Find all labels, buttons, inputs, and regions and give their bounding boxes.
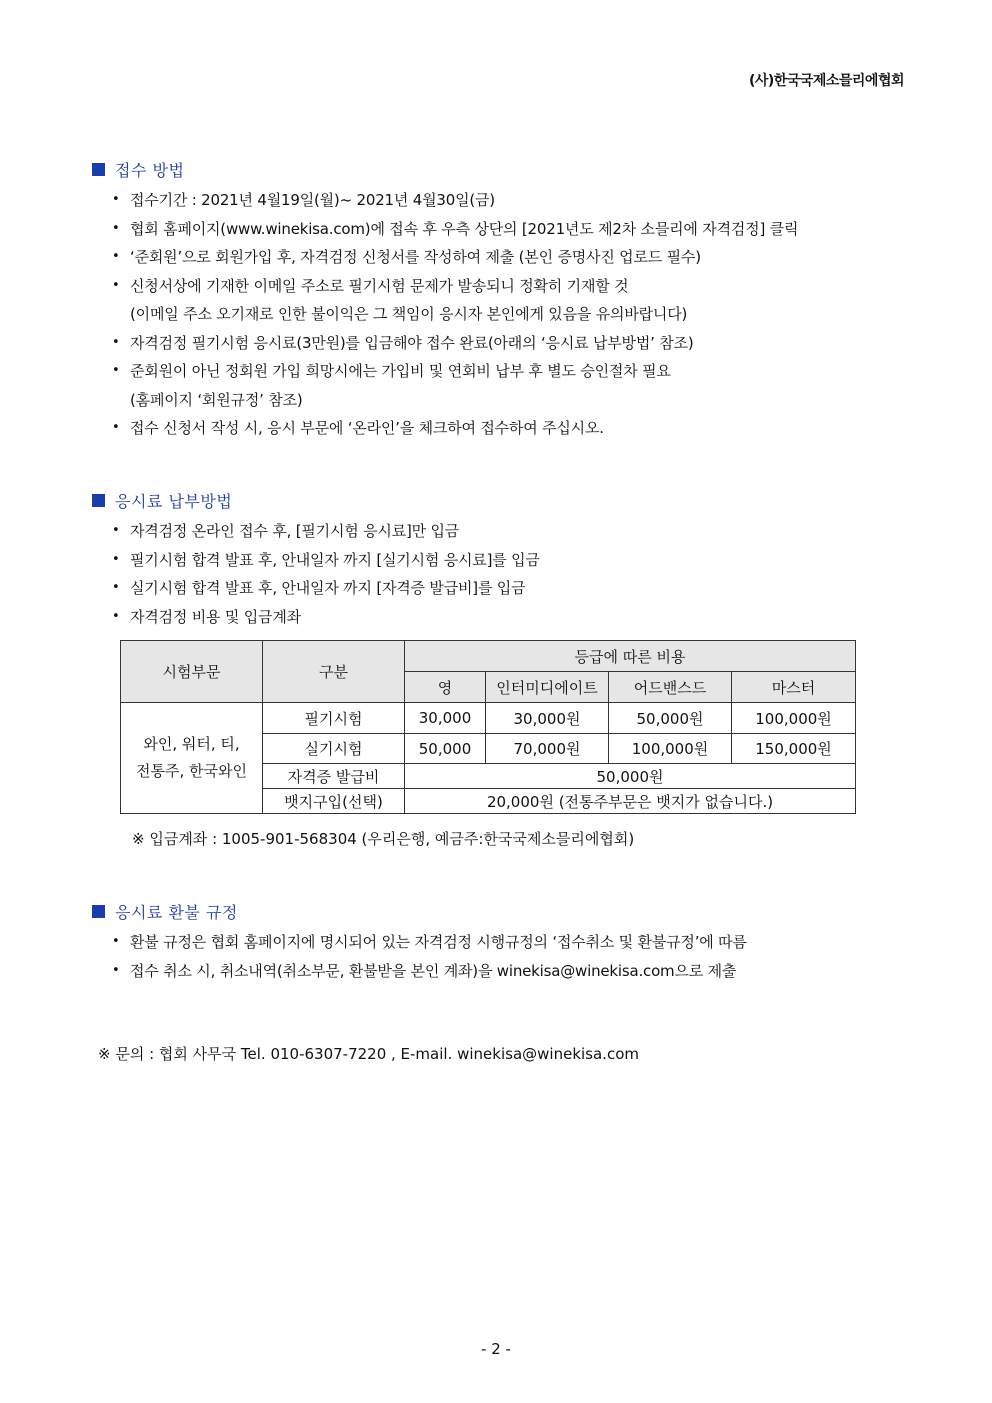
section-refund	[92, 900, 892, 985]
row-label-written: 필기시험	[263, 703, 405, 734]
grade-master: 마스터	[732, 672, 856, 703]
list-item-text: 자격검정 비용 및 입금계좌	[130, 607, 301, 626]
list-item	[92, 329, 892, 358]
bullet-dot-icon: •	[112, 523, 120, 538]
list-item	[92, 357, 892, 414]
list-item	[92, 603, 892, 632]
exam-category-line1: 와인, 워터, 티,	[143, 735, 240, 753]
section-title-text: 접수 방법	[115, 160, 185, 180]
bullet-dot-icon: •	[112, 220, 120, 236]
header-grade-cost: 등급에 따른 비용	[405, 641, 856, 672]
list-item	[92, 517, 892, 546]
bullet-list	[92, 928, 892, 985]
table-cell: 70,000원	[486, 734, 609, 764]
list-item-text: 실기시험 합격 발표 후, 안내일자 까지 [자격증 발급비]를 입금	[130, 579, 526, 597]
section-title	[92, 489, 892, 511]
bullet-dot-icon: •	[112, 580, 120, 595]
list-item-text: 자격검정 온라인 접수 후, [필기시험 응시료]만 입금	[130, 522, 460, 540]
contact-info: ※ 문의 : 협회 사무국 Tel. 010-6307-7220 , E-mail. winekisa@winekisa.com	[98, 1045, 639, 1063]
bullet-dot-icon: •	[112, 934, 120, 949]
list-item-text: 접수 신청서 작성 시, 응시 부문에 ‘온라인’을 체크하여 접수하여 주십시오.	[130, 419, 604, 437]
section-title	[92, 900, 892, 922]
certificate-fee-value: 50,000원	[405, 764, 856, 789]
bullet-dot-icon: •	[112, 192, 120, 207]
section-payment	[92, 489, 892, 631]
list-item-text: 환불 규정은 협회 홈페이지에 명시되어 있는 자격검정 시행규정의 ‘접수취소 및 환불규정’에 따름	[130, 933, 747, 951]
section-title-text: 응시료 환불 규정	[115, 902, 238, 922]
list-item	[92, 414, 892, 443]
table-cell: 30,000	[405, 703, 486, 734]
list-item-text: 준회원이 아닌 정회원 가입 희망시에는 가입비 및 연회비 납부 후 별도 승인절차 필요	[130, 362, 671, 380]
bullet-dot-icon: •	[112, 363, 120, 378]
list-item	[92, 928, 892, 957]
badge-fee-value: 20,000원 (전통주부문은 뱃지가 없습니다.)	[405, 789, 856, 814]
list-item	[92, 574, 892, 603]
table-cell: 100,000원	[609, 734, 732, 764]
header-exam-category: 시험부문	[121, 641, 263, 703]
list-item-text: ‘준회원’으로 회원가입 후, 자격검정 신청서를 작성하여 제출 (본인 증명사진 업로드 필수)	[130, 248, 701, 266]
bullet-dot-icon: •	[112, 334, 120, 350]
list-item-text: 접수기간 : 2021년 4월19일(월)~ 2021년 4월30일(금)	[130, 191, 495, 209]
row-label-badge: 뱃지구입(선택)	[263, 789, 405, 814]
list-item-text: 접수 취소 시, 취소내역(취소부문, 환불받을 본인 계좌)을 winekisa@winekisa.com으로 제출	[130, 961, 737, 980]
bullet-dot-icon: •	[112, 249, 120, 264]
list-item	[92, 215, 892, 244]
grade-young: 영	[405, 672, 486, 703]
list-item	[92, 186, 892, 215]
bullet-dot-icon: •	[112, 277, 120, 293]
square-bullet-icon	[92, 163, 105, 176]
list-item-continuation: (홈페이지 ‘회원규정’ 참조)	[130, 390, 303, 409]
section-registration	[92, 158, 892, 443]
list-item-continuation: (이메일 주소 오기재로 인한 불이익은 그 책임이 응시자 본인에게 있음을 유의바랍니다)	[130, 305, 688, 323]
list-item-text: 협회 홈페이지(www.winekisa.com)에 접속 후 우측 상단의 [2021년도 제2차 소믈리에 자격검정] 클릭	[130, 219, 799, 238]
bullet-list	[92, 517, 892, 631]
list-item-text: 자격검정 필기시험 응시료(3만원)를 입금해야 접수 완료(아래의 ‘응시료 납부방법’ 참조)	[130, 333, 694, 352]
list-item-text: 신청서상에 기재한 이메일 주소로 필기시험 문제가 발송되니 정확히 기재할 것	[130, 276, 629, 295]
bullet-dot-icon: •	[112, 962, 120, 978]
row-label-practical: 실기시험	[263, 734, 405, 764]
row-label-certificate: 자격증 발급비	[263, 764, 405, 789]
header-organization: (사)한국국제소믈리에협회	[748, 73, 904, 89]
account-note: ※ 입금계좌 : 1005-901-568304 (우리은행, 예금주:한국국제소믈리에협회)	[132, 830, 635, 848]
exam-category-line2: 전통주, 한국와인	[136, 762, 247, 780]
bullet-list	[92, 186, 892, 443]
square-bullet-icon	[92, 494, 105, 507]
section-title-text: 응시료 납부방법	[115, 491, 233, 511]
header-type: 구분	[263, 641, 405, 703]
table-cell: 100,000원	[732, 703, 856, 734]
list-item	[92, 243, 892, 272]
bullet-dot-icon: •	[112, 420, 120, 435]
list-item	[92, 957, 892, 986]
list-item	[92, 272, 892, 329]
exam-category-cell	[121, 703, 263, 814]
bullet-dot-icon: •	[112, 551, 120, 567]
table-cell: 150,000원	[732, 734, 856, 764]
section-title	[92, 158, 892, 180]
bullet-dot-icon: •	[112, 608, 120, 624]
grade-advanced: 어드밴스드	[609, 672, 732, 703]
grade-intermediate: 인터미디에이트	[486, 672, 609, 703]
page-number: - 2 -	[481, 1340, 511, 1358]
table-cell: 30,000원	[486, 703, 609, 734]
table-cell: 50,000	[405, 734, 486, 764]
list-item-text: 필기시험 합격 발표 후, 안내일자 까지 [실기시험 응시료]를 입금	[130, 550, 540, 569]
table-cell: 50,000원	[609, 703, 732, 734]
fee-table	[120, 640, 856, 814]
list-item	[92, 546, 892, 575]
square-bullet-icon	[92, 905, 105, 918]
